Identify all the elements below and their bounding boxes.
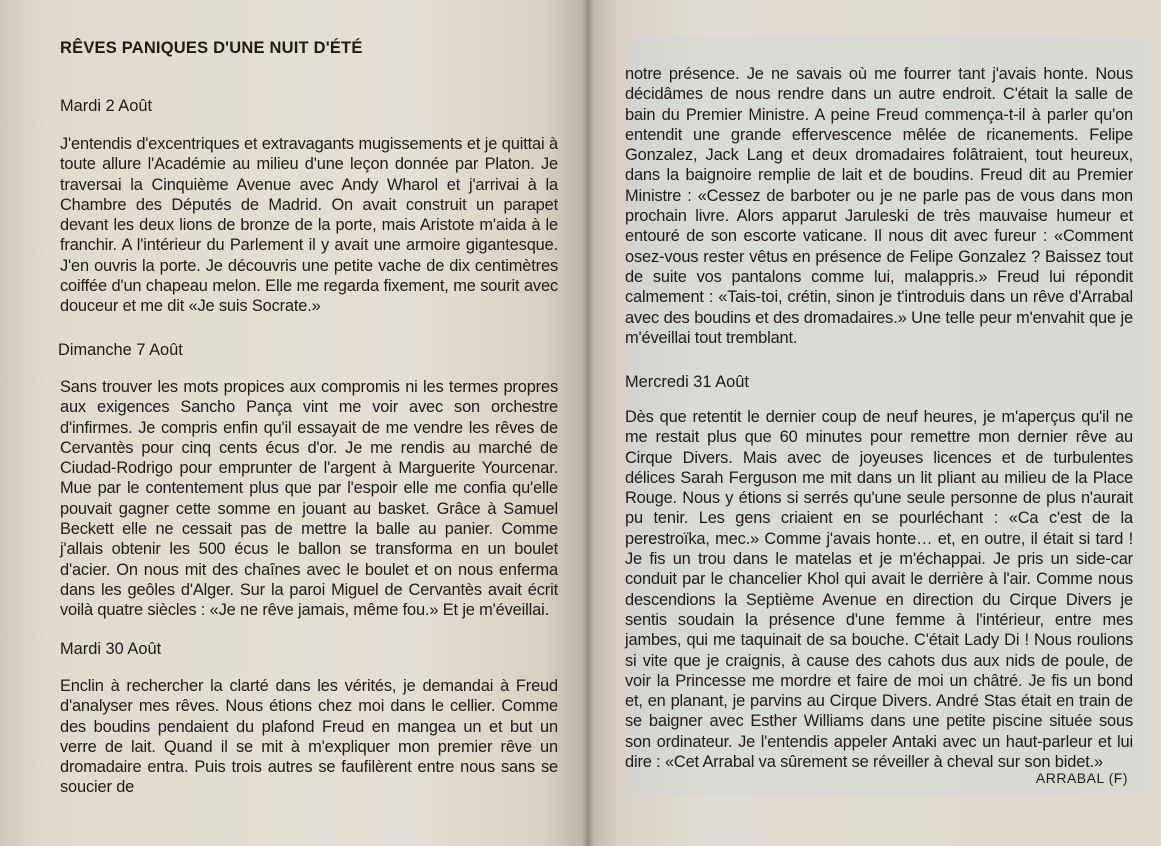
book-spine bbox=[582, 0, 594, 846]
entry-date-4: Mercredi 31 Août bbox=[625, 373, 749, 391]
author-signature: ARRABAL (F) bbox=[1035, 770, 1128, 786]
entry-date-2: Dimanche 7 Août bbox=[58, 341, 183, 359]
entry-text-1: J'entendis d'excentriques et extravagants mugissements et je quittai à toute allure l'Académie au milieu d'une leçon donnée par Platon. Je traversai la Cinquième Avenue avec Andy Wharol et j'arrivai à la Chambre des Députés de Madrid. On avait construit un parapet devant les deux lions de bronze de la porte, mais Aristote m'aida à le franchir. A l'intérieur du Parlement il y avait une armoire gigantesque. J'en ouvris la porte. Je découvris une petite vache de dix centimètres coiffée d'un chapeau melon. Elle me regarda fixement, me sourit avec douceur et me dit «Je suis Socrate.» bbox=[60, 135, 558, 316]
entry-text-3-part-2: notre présence. Je ne savais où me fourrer tant j'avais honte. Nous décidâmes de nous rendre dans un autre endroit. C'était la salle de bain du Premier Ministre. A peine Freud commença-t-il à parler qu'on entendit une grande effervescence mêlée de ricanements. Felipe Gonzalez, Jack Lang et deux dromadaires folâtraient, tout heureux, dans la baignoire remplie de lait et de boudins. Freud dit au Premier Ministre : «Cessez de barboter ou je ne parle pas de vous dans mon prochain livre. Alors apparut Jaruleski de très mauvaise humeur et entouré de son escorte vaticane. Il nous dit avec fureur : «Comment osez-vous rester vêtus en présence de Felipe Gonzalez ? Baissez tout de suite vos pantalons comme lui, malappris.» Freud lui répondit calmement : «Tais-toi, crétin, sinon je t'introduis dans un rêve d'Arrabal avec des boudins et des dromadaires.» Une telle peur m'envahit que je m'éveillai tout tremblant. bbox=[625, 65, 1133, 347]
entry-date-3: Mardi 30 Août bbox=[60, 640, 162, 658]
entry-text-2: Sans trouver les mots propices aux compromis ni les termes propres aux exigences Sancho Pança vint me voir avec son orchestre d'infirmes. Je compris enfin qu'il essayait de me vendre les rêves de Cervantès pour cinq cents écus d'or. Je me rendis au marché de Ciudad-Rodrigo pour emprunter de l'argent à Marguerite Yourcenar. Mue par le contentement plus que par l'espoir elle me confia qu'elle pouvait gagner cette somme en jouant au basket. Grâce à Samuel Beckett elle ne cessait pas de mettre la balle au panier. Comme j'allais obtenir les 500 écus le ballon se transforma en un boulet d'acier. On nous mit des chaînes avec le boulet et on nous enferma dans les geôles d'Alger. Sur la paroi Miguel de Cervantès avait écrit voilà quatre siècles : «Je ne rêve jamais, même fou.» Et je m'éveillai. bbox=[60, 378, 558, 620]
right-page bbox=[588, 0, 1161, 846]
page-title: RÊVES PANIQUES D'UNE NUIT D'ÉTÉ bbox=[60, 39, 363, 57]
entry-date-1: Mardi 2 Août bbox=[60, 97, 153, 115]
entry-text-4: Dès que retentit le dernier coup de neuf heures, je m'aperçus qu'il ne me restait plus que 60 minutes pour remettre mon dernier rêve au Cirque Divers. Mais avec de joyeuses licences et de turbulentes délices Sarah Ferguson me mit dans un lit pliant au milieu de la Place Rouge. Nous y étions si serrés qu'une seule personne de plus n'aurait pu tenir. Les gens criaient en se pourléchant : «Ca c'est de la perestroïka, mec.» Comme j'avais honte… et, en outre, il était si tard ! Je fis un trou dans le matelas et je m'échappai. Je pris un side-car conduit par le chancelier Khol qui avait le derrière à l'air. Comme nous descendions la Septième Avenue en direction du Cirque Divers je sentis soudain la présence d'une femme à l'intérieur, entre mes jambes, qui me taquinait de sa bouche. C'était Lady Di ! Nous roulions si vite que je craignis, à cause des cahots dus aux nids de poule, de voir la Princesse me mordre et faire de moi un châtré. Je fis un bond et, en planant, je parvins au Cirque Divers. André Stas était en train de se baigner avec Esther Williams dans une petite piscine située sous son ordinateur. Je l'entendis appeler Antaki avec un haut-parleur et lui dire : «Cet Arrabal va sûrement se réveiller à cheval sur son bidet.» bbox=[625, 408, 1133, 772]
entry-text-3-part-1: Enclin à rechercher la clarté dans les vérités, je demandai à Freud d'analyser mes rêves. Nous étions chez moi dans le cellier. Comme des boudins pendaient du plafond Freud en mangea un et but un verre de lait. Quand il se mit à m'expliquer mon premier rêve un dromadaire entra. Puis trois autres se faufilèrent entre nous sans se soucier de bbox=[60, 677, 558, 797]
